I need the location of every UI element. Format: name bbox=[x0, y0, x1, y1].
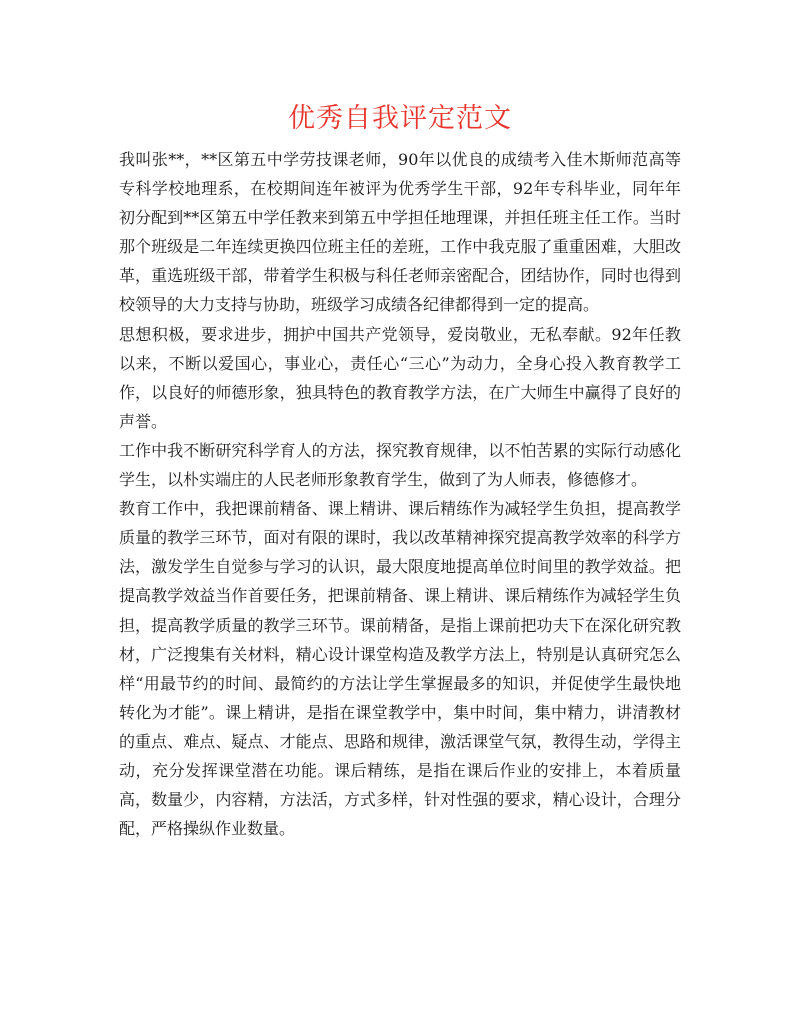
paragraph-intro: 我叫张**，**区第五中学劳技课老师，90年以优良的成绩考入佳木斯师范高等专科学校地理系，在校期间连年被评为优秀学生干部，92年专科毕业，同年年初分配到**区第五中学任教来到第五中学担任地理课，并担任班主任工作。当时那个班级是二年连续更换四位班主任的差班，工作中我克服了重重困难，大胆改革，重选班级干部，带着学生积极与科任老师亲密配合，团结协作，同时也得到校领导的大力支持与协助，班级学习成绩各纪律都得到一定的提高。 bbox=[119, 150, 681, 315]
paragraph-ideology: 思想积极，要求进步，拥护中国共产党领导，爱岗敬业，无私奉献。92年任教以来，不断以爱国心，事业心，责任心“三心”为动力，全身心投入教育教学工作，以良好的师德形象，独具特色的教育教学方法，在广大师生中赢得了良好的声誉。 bbox=[119, 324, 681, 431]
document-title: 优秀自我评定范文 bbox=[288, 103, 512, 134]
document-body bbox=[119, 145, 681, 843]
paragraph-teaching: 教育工作中，我把课前精备、课上精讲、课后精练作为减轻学生负担，提高教学质量的教学三环节，面对有限的课时，我以改革精神探究提高教学效率的科学方法，激发学生自觉参与学习的认识，最大限度地提高单位时间里的教学效益。把提高教学效益当作首要任务，把课前精备、课上精讲、课后精练作为减轻学生负担，提高教学质量的教学三环节。课前精备，是指上课前把功夫下在深化研究教材，广泛搜集有关材料，精心设计课堂构造及教学方法上，特别是认真研究怎么样“用最节约的时间、最简约的方法让学生掌握最多的知识，并促使学生最快地转化为才能”。课上精讲，是指在课堂教学中，集中时间，集中精力，讲清教材的重点、难点、疑点、才能点、思路和规律，激活课堂气氛，教得生动，学得主动，充分发挥课堂潜在功能。课后精练，是指在课后作业的安排上，本着质量高，数量少，内容精，方法活，方式多样，针对性强的要求，精心设计，合理分配，严格操纵作业数量。 bbox=[119, 499, 681, 839]
paragraph-methods: 工作中我不断研究科学育人的方法，探究教育规律，以不怕苦累的实际行动感化学生，以朴实端庄的人民老师形象教育学生，做到了为人师表，修德修才。 bbox=[119, 440, 681, 490]
